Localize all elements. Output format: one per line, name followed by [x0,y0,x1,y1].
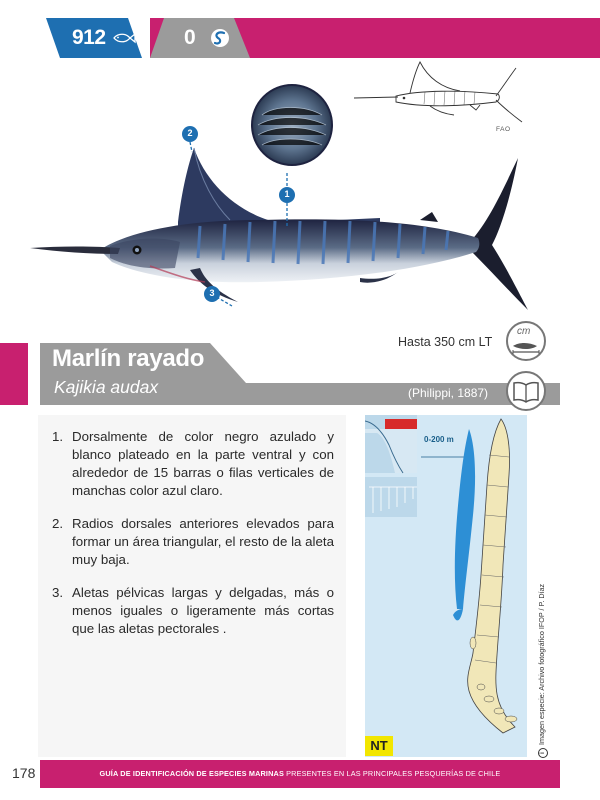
count-tab [150,18,250,58]
depth-range-label: 0-200 m [424,435,454,444]
conservation-status-badge: NT [365,736,393,756]
footer-title-bold: GUÍA DE IDENTIFICACIÓN DE ESPECIES MARINAS [99,769,284,778]
max-size: Hasta 350 cm LT [398,335,493,349]
info-icon: i [538,748,548,758]
size-icon-label: cm [517,326,531,337]
trait-item: 1. Dorsalmente de color negro azulado y blanco plateado en la parte ventral y con alrededor de 15 barras o filas verticales de manchas color azul claro. [52,429,334,498]
trait-item: 3. Aletas pélvicas largas y delgadas, más o menos iguales o ligeramente más cortas que las aletas pectorales . [52,585,334,636]
image-credit: iImagen especie: Archivo fotográfico IFOP / P. Díaz [536,548,548,758]
page-number: 178 [12,765,36,781]
footer-title [40,769,560,778]
distribution-map [365,415,527,757]
common-name: Marlín rayado [52,345,205,372]
fao-line-drawing [350,60,530,128]
traits-list [52,428,334,653]
hook-count: 0 [184,26,196,49]
scientific-name: Kajikia audax [54,377,159,397]
species-code: 912 [72,26,106,49]
marker-2-label: 2 [187,128,193,138]
marker-1-label: 1 [284,189,290,199]
marker-3-label: 3 [209,288,215,298]
footer-title-rest: PRESENTES EN LAS PRINCIPALES PESQUERÍAS DE CHILE [283,769,501,778]
hook-icon [210,28,230,48]
trait-item: 2. Radios dorsales anteriores elevados para formar un área triangular, el resto de la aleta muy baja. [52,516,334,567]
fish-badge-icon [112,32,136,44]
species-author: (Philippi, 1887) [408,386,489,400]
book-icon [505,370,547,412]
fao-credit: FAO [496,126,511,133]
